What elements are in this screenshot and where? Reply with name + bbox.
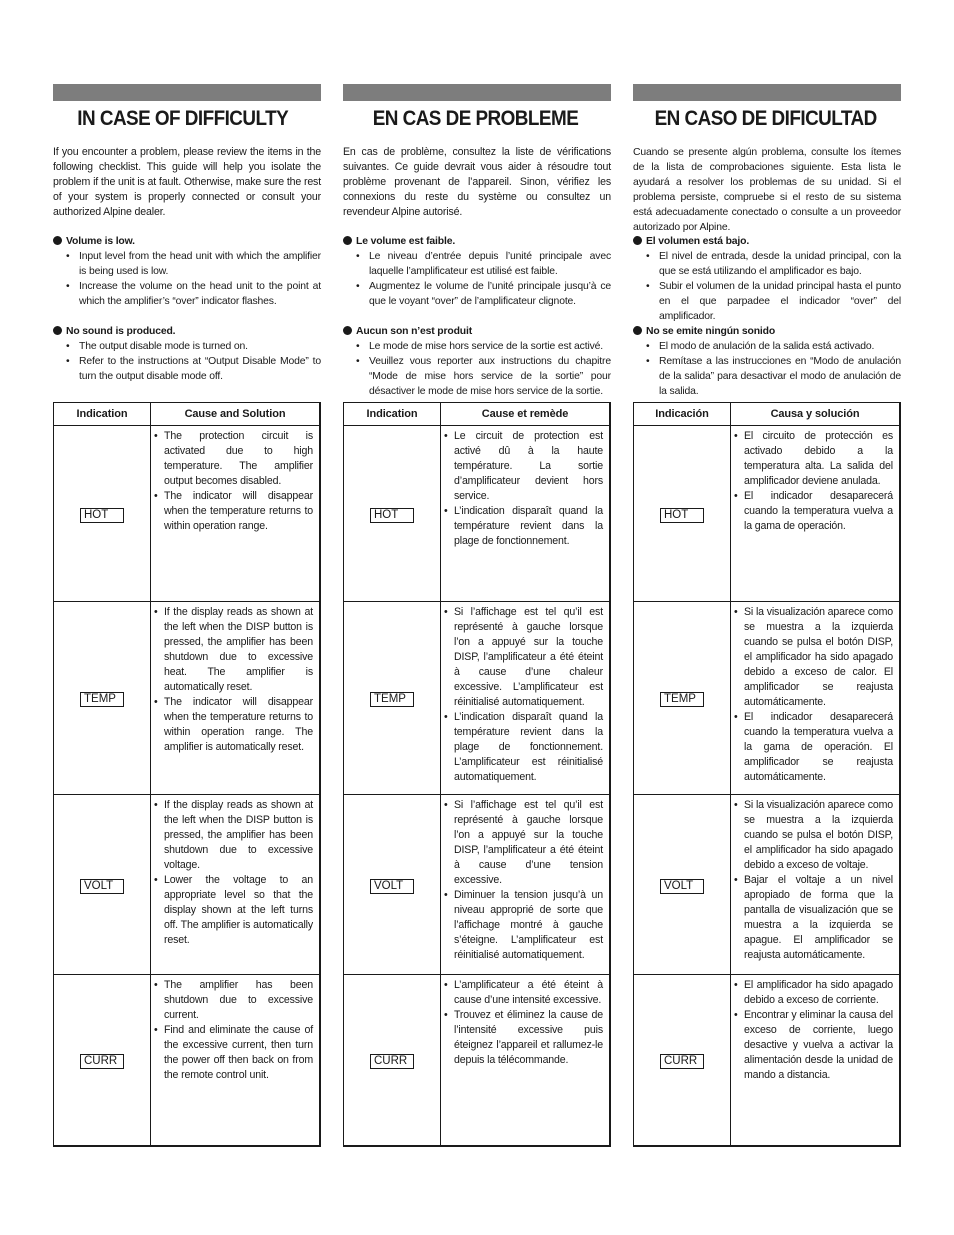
bullet-dot-icon (53, 236, 62, 245)
check-item: • Refer to the instructions at “Output Disable Mode” to turn the output disable mode off. (53, 354, 321, 384)
cause-item: • Si l’affichage est tel qu’il est représenté à gauche lorsque l’on a appuyé sur la touche DISP, l’amplificateur a été éteint à cause d’une tension excessive. (444, 798, 603, 888)
column-english (53, 84, 321, 1081)
cause-item: • El amplificador ha sido apagado debido a exceso de corriente. (734, 978, 893, 1008)
check-item: • Le mode de mise hors service de la sortie est activé. (343, 339, 611, 354)
cause-item: • Encontrar y eliminar la causa del exceso de corriente, luego desactive y vuelva a activar la alimentación desde la unidad de mando a distancia. (734, 1008, 893, 1083)
cause-item: • Find and eliminate the cause of the excessive current, then turn the power off then back on from the remote control unit. (154, 1023, 313, 1083)
table-row (634, 795, 901, 975)
check-item: • The output disable mode is turned on. (53, 339, 321, 354)
indicator-label: CURR (80, 1054, 124, 1069)
check-item: • Remítase a las instrucciones en “Modo de anulación de la salida” para desactivar el modo de anulación de la salida. (633, 354, 901, 399)
indicator-label: CURR (370, 1054, 414, 1069)
column-french (343, 84, 611, 1067)
checklist-no-sound (343, 324, 611, 399)
table-row (344, 602, 611, 795)
table-header-indication: Indication (54, 403, 151, 426)
table-row (54, 426, 321, 602)
indicator-label: HOT (370, 508, 414, 523)
table-row (54, 602, 321, 795)
check-item: • Veuillez vous reporter aux instructions du chapitre “Mode de mise hors service de la sortie” pour désactiver le mode de mise hors service de la sortie. (343, 354, 611, 399)
section-title: EN CAS DE PROBLEME (372, 107, 579, 130)
cause-item: • El circuito de protección es activado debido a la temperatura alta. La salida del amplificador deviene anulada. (734, 429, 893, 489)
table-header-cause: Causa y solución (731, 403, 901, 426)
check-item: • Increase the volume on the head unit to the point at which the amplifier’s “over” indicator flashes. (53, 279, 321, 309)
table-row (344, 426, 611, 602)
section-bar (633, 84, 901, 101)
checklist-volume-low (633, 234, 901, 324)
bullet-dot-icon (633, 326, 642, 335)
check-heading: Aucun son n’est produit (356, 326, 473, 337)
column-spanish (633, 84, 901, 1081)
bullet-dot-icon (53, 326, 62, 335)
check-item: • Subir el volumen de la unidad principal hasta el punto en el que parpadee el indicador “over” del amplificador. (633, 279, 901, 324)
check-heading: Le volume est faible. (356, 236, 456, 247)
checklist-no-sound (53, 324, 321, 384)
cause-item: • The indicator will disappear when the temperature returns to within operation range. The amplifier is automatically reset. (154, 695, 313, 755)
bullet-dot-icon (633, 236, 642, 245)
table-row (634, 975, 901, 1146)
table-header-cause: Cause and Solution (151, 403, 321, 426)
indicator-label: CURR (660, 1054, 704, 1069)
section-title: EN CASO DE DIFICULTAD (654, 107, 877, 130)
section-bar (53, 84, 321, 101)
table-row (54, 975, 321, 1146)
indicator-label: HOT (660, 508, 704, 523)
cause-item: • Si l’affichage est tel qu’il est représenté à gauche lorsque l’on a appuyé sur la touche DISP, l’amplificateur a été éteint à cause d’une chaleur excessive. L’amplificateur est réinitialisé automatiquement. (444, 605, 603, 710)
check-item: • Le niveau d’entrée depuis l’unité principale avec laquelle l’amplificateur est utilisé est faible. (343, 249, 611, 279)
checklist-no-sound (633, 324, 901, 399)
indicator-label: VOLT (80, 879, 124, 894)
cause-item: • El indicador desaparecerá cuando la temperatura vuelva a la gama de operación. El amplificador se reajusta automáticamente. (734, 710, 893, 785)
checklist-volume-low (343, 234, 611, 309)
check-heading: No se emite ningún sonido (646, 326, 776, 337)
table-row (634, 426, 901, 602)
indicator-label: TEMP (370, 692, 414, 707)
table-header-indication: Indicación (634, 403, 731, 426)
cause-item: • El indicador desaparecerá cuando la temperatura vuelva a la gama de operación. (734, 489, 893, 534)
check-heading: El volumen está bajo. (646, 236, 750, 247)
table-header-cause: Cause et remède (441, 403, 611, 426)
table-row (344, 975, 611, 1146)
cause-item: • Si la visualización aparece como se muestra a la izquierda cuando se pulsa el botón DISP, el amplificador ha sido apagado debido a exceso de voltaje. (734, 798, 893, 873)
cause-item: • If the display reads as shown at the left when the DISP button is pressed, the amplifier has been shutdown due to excessive voltage. (154, 798, 313, 873)
indicator-label: TEMP (80, 692, 124, 707)
section-title: IN CASE OF DIFFICULTY (77, 107, 289, 130)
troubleshooting-table (53, 402, 321, 1147)
indicator-label: HOT (80, 508, 124, 523)
check-item: • Augmentez le volume de l’unité principale jusqu’à ce que le voyant “over” de l’amplificateur clignote. (343, 279, 611, 309)
cause-item: • Lower the voltage to an appropriate level so that the display shown at the left turns off. The amplifier is automatically reset. (154, 873, 313, 948)
checklist-volume-low (53, 234, 321, 309)
table-row (344, 795, 611, 975)
intro-paragraph: Cuando se presente algún problema, consulte los ítemes de la lista de comprobaciones siguiente. Esta lista le ayudará a resolver los problemas de su unidad. Si el problema persiste, compruebe si el resto de su sistema está adecuadamente conectado o consulte a un proveedor autorizado por Alpine. (633, 147, 901, 233)
bullet-dot-icon (343, 326, 352, 335)
table-row (54, 795, 321, 975)
cause-item: • Le circuit de protection est activé dû à la haute température. La sortie d’amplificateur devient hors service. (444, 429, 603, 504)
cause-item: • L’indication disparaît quand la température revient dans la plage de fonctionnement. L’amplificateur est réinitialisé automatiquement. (444, 710, 603, 785)
troubleshooting-table (633, 402, 901, 1147)
check-item: • El nivel de entrada, desde la unidad principal, con la que se está utilizando el amplificador es bajo. (633, 249, 901, 279)
cause-item: • The protection circuit is activated due to high temperature. The amplifier output becomes disabled. (154, 429, 313, 489)
check-item: • El modo de anulación de la salida está activado. (633, 339, 901, 354)
cause-item: • If the display reads as shown at the left when the DISP button is pressed, the amplifier has been shutdown due to excessive heat. The amplifier is automatically reset. (154, 605, 313, 695)
cause-item: • Si la visualización aparece como se muestra a la izquierda cuando se pulsa el botón DISP, el amplificador ha sido apagado debido a exceso de calor. El amplificador se reajusta automáticamente. (734, 605, 893, 710)
cause-item: • Diminuer la tension jusqu’à un niveau approprié de sorte que l’affichage montré à gauche s’éteigne. L’amplificateur est réinitialisé automatiquement. (444, 888, 603, 963)
intro-paragraph: If you encounter a problem, please review the items in the following checklist. This guide will help you isolate the problem if the unit is at fault. Otherwise, make sure the rest of your system is properly connected or consult your authorized Alpine dealer. (53, 146, 321, 218)
check-item: • Input level from the head unit with which the amplifier is being used is low. (53, 249, 321, 279)
bullet-dot-icon (343, 236, 352, 245)
indicator-label: VOLT (370, 879, 414, 894)
indicator-label: VOLT (660, 879, 704, 894)
cause-item: • The amplifier has been shutdown due to excessive current. (154, 978, 313, 1023)
cause-item: • L’indication disparaît quand la température revient dans la plage de fonctionnement. (444, 504, 603, 549)
cause-item: • Trouvez et éliminez la cause de l’intensité excessive puis éteignez l’appareil et rallumez-le depuis la télécommande. (444, 1008, 603, 1068)
cause-item: • L’amplificateur a été éteint à cause d’une intensité excessive. (444, 978, 603, 1008)
check-heading: No sound is produced. (66, 326, 176, 337)
table-row (634, 602, 901, 795)
table-header-indication: Indication (344, 403, 441, 426)
cause-item: • The indicator will disappear when the temperature returns to within operation range. (154, 489, 313, 534)
cause-item: • Bajar el voltaje a un nivel apropiado de forma que la pantalla de visualización que se muestra a la izquierda se apague. El amplificador se reajusta automáticamente. (734, 873, 893, 963)
section-bar (343, 84, 611, 101)
indicator-label: TEMP (660, 692, 704, 707)
check-heading: Volume is low. (66, 236, 135, 247)
intro-paragraph: En cas de problème, consultez la liste de vérifications suivantes. Ce guide devrait vous aider à résoudre tout problème provenant de l’appareil. Sinon, vérifiez les connexions du reste du système ou consultez un revendeur Alpine autorisé. (343, 146, 611, 218)
troubleshooting-table (343, 402, 611, 1147)
